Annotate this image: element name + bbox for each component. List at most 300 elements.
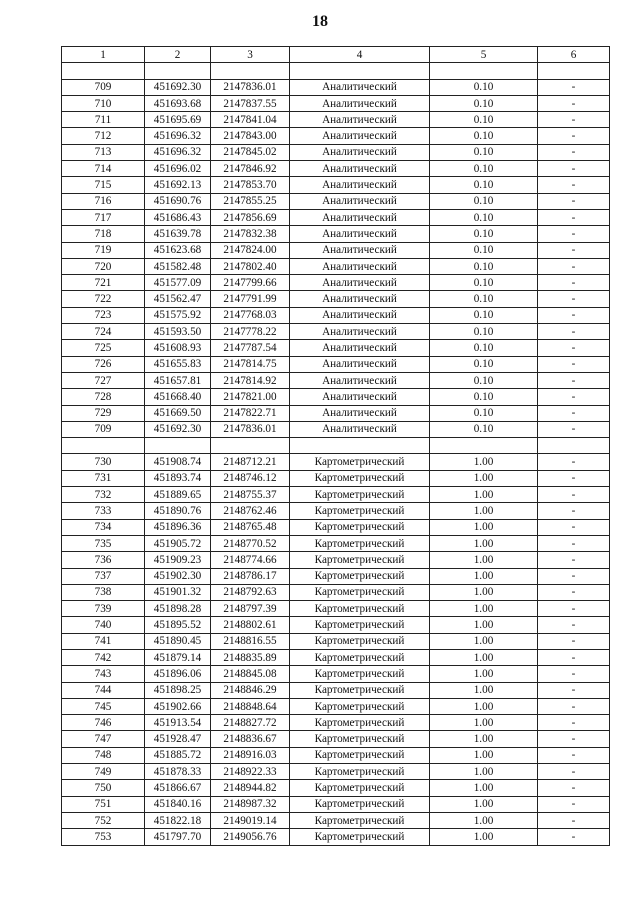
table-cell: 2148770.52: [211, 535, 290, 551]
table-cell: 2147814.92: [211, 372, 290, 388]
table-cell: 1.00: [430, 552, 538, 568]
table-cell: Аналитический: [290, 405, 430, 421]
table-cell: 2147832.38: [211, 226, 290, 242]
table-cell: 0.10: [430, 258, 538, 274]
table-row: [62, 291, 610, 307]
table-cell: 2147855.25: [211, 193, 290, 209]
table-cell: 2147802.40: [211, 258, 290, 274]
table-cell: Картометрический: [290, 535, 430, 551]
table-cell: 2148827.72: [211, 715, 290, 731]
table-cell: Аналитический: [290, 177, 430, 193]
table-cell: 732: [62, 487, 145, 503]
table-cell: -: [538, 747, 610, 763]
table-cell: 451898.25: [145, 682, 211, 698]
table-cell: -: [538, 601, 610, 617]
empty-cell: [211, 63, 290, 79]
table-cell: 721: [62, 275, 145, 291]
table-cell: Картометрический: [290, 584, 430, 600]
table-cell: 2147856.69: [211, 209, 290, 225]
table-cell: -: [538, 128, 610, 144]
table-cell: Аналитический: [290, 258, 430, 274]
table-cell: 451895.52: [145, 617, 211, 633]
table-cell: Картометрический: [290, 617, 430, 633]
table-cell: 726: [62, 356, 145, 372]
table-cell: 451696.32: [145, 144, 211, 160]
table-cell: 752: [62, 812, 145, 828]
table-cell: 451655.83: [145, 356, 211, 372]
empty-cell: [290, 63, 430, 79]
table-cell: 451582.48: [145, 258, 211, 274]
table-cell: 0.10: [430, 356, 538, 372]
table-row: [62, 389, 610, 405]
table-cell: 716: [62, 193, 145, 209]
table-cell: -: [538, 405, 610, 421]
table-row: [62, 470, 610, 486]
table-cell: 715: [62, 177, 145, 193]
table-cell: 451879.14: [145, 649, 211, 665]
table-cell: 2148836.67: [211, 731, 290, 747]
table-cell: 2149019.14: [211, 812, 290, 828]
table-row: [62, 193, 610, 209]
table-cell: 451898.28: [145, 601, 211, 617]
table-row: [62, 584, 610, 600]
table-cell: 451896.06: [145, 666, 211, 682]
table-cell: 728: [62, 389, 145, 405]
table-separator-row: [62, 438, 610, 454]
table-row: [62, 601, 610, 617]
table-cell: 1.00: [430, 470, 538, 486]
table-cell: Картометрический: [290, 682, 430, 698]
table-cell: Аналитический: [290, 242, 430, 258]
table-cell: 451928.47: [145, 731, 211, 747]
table-header-row: [62, 47, 610, 63]
table-cell: 2148922.33: [211, 764, 290, 780]
empty-cell: [62, 63, 145, 79]
table-cell: 1.00: [430, 633, 538, 649]
empty-cell: [145, 63, 211, 79]
table-cell: -: [538, 95, 610, 111]
empty-cell: [538, 438, 610, 454]
table-cell: 0.10: [430, 242, 538, 258]
table-cell: 712: [62, 128, 145, 144]
table-cell: 2148916.03: [211, 747, 290, 763]
table-cell: 2148765.48: [211, 519, 290, 535]
table-cell: -: [538, 454, 610, 470]
table-cell: 1.00: [430, 829, 538, 845]
table-row: [62, 666, 610, 682]
table-cell: Картометрический: [290, 764, 430, 780]
table-cell: 0.10: [430, 177, 538, 193]
table-cell: 451896.36: [145, 519, 211, 535]
table-row: [62, 731, 610, 747]
table-cell: 1.00: [430, 764, 538, 780]
table-cell: Аналитический: [290, 161, 430, 177]
table-cell: 749: [62, 764, 145, 780]
table-cell: -: [538, 324, 610, 340]
table-cell: -: [538, 535, 610, 551]
table-cell: Картометрический: [290, 698, 430, 714]
table-row: [62, 275, 610, 291]
table-cell: 1.00: [430, 780, 538, 796]
table-cell: 2148802.61: [211, 617, 290, 633]
table-cell: 451692.30: [145, 421, 211, 437]
table-cell: 2148848.64: [211, 698, 290, 714]
table-row: [62, 519, 610, 535]
table-cell: Картометрический: [290, 796, 430, 812]
table-cell: 451608.93: [145, 340, 211, 356]
table-cell: 451695.69: [145, 112, 211, 128]
table-cell: Аналитический: [290, 291, 430, 307]
table-row: [62, 340, 610, 356]
table-cell: 1.00: [430, 715, 538, 731]
table-cell: 2147843.00: [211, 128, 290, 144]
empty-cell: [430, 63, 538, 79]
table-row: [62, 487, 610, 503]
table-cell: 737: [62, 568, 145, 584]
table-cell: Аналитический: [290, 112, 430, 128]
table-row: [62, 128, 610, 144]
table-cell: -: [538, 487, 610, 503]
table-row: [62, 747, 610, 763]
table-cell: 1.00: [430, 601, 538, 617]
table-cell: 451669.50: [145, 405, 211, 421]
table-cell: -: [538, 177, 610, 193]
table-row: [62, 780, 610, 796]
table-cell: 730: [62, 454, 145, 470]
table-cell: 2148786.17: [211, 568, 290, 584]
table-cell: 748: [62, 747, 145, 763]
table-cell: 731: [62, 470, 145, 486]
table-cell: Картометрический: [290, 470, 430, 486]
table-row: [62, 95, 610, 111]
table-cell: Картометрический: [290, 519, 430, 535]
table-cell: -: [538, 503, 610, 519]
table-row: [62, 535, 610, 551]
table-separator-row: [62, 63, 610, 79]
table-cell: 451902.30: [145, 568, 211, 584]
table-cell: Аналитический: [290, 307, 430, 323]
table-cell: 709: [62, 79, 145, 95]
table-cell: 451657.81: [145, 372, 211, 388]
table-cell: 451840.16: [145, 796, 211, 812]
table-cell: 2147824.00: [211, 242, 290, 258]
table-cell: 0.10: [430, 372, 538, 388]
table-cell: 1.00: [430, 519, 538, 535]
empty-cell: [290, 438, 430, 454]
table-row: [62, 79, 610, 95]
table-cell: 740: [62, 617, 145, 633]
table-row: [62, 796, 610, 812]
table-cell: Картометрический: [290, 568, 430, 584]
table-cell: 725: [62, 340, 145, 356]
table-cell: -: [538, 682, 610, 698]
table-cell: 451908.74: [145, 454, 211, 470]
table-cell: 733: [62, 503, 145, 519]
table-row: [62, 209, 610, 225]
table-cell: 734: [62, 519, 145, 535]
table-cell: 736: [62, 552, 145, 568]
column-header: 1: [62, 47, 145, 63]
table-cell: 2148944.82: [211, 780, 290, 796]
table-cell: 2147822.71: [211, 405, 290, 421]
table-cell: 718: [62, 226, 145, 242]
table-cell: 1.00: [430, 666, 538, 682]
table-cell: 451562.47: [145, 291, 211, 307]
table-cell: 2148774.66: [211, 552, 290, 568]
table-row: [62, 421, 610, 437]
table-cell: 1.00: [430, 747, 538, 763]
table-row: [62, 764, 610, 780]
table-cell: 1.00: [430, 649, 538, 665]
table-row: [62, 161, 610, 177]
table-cell: 2148835.89: [211, 649, 290, 665]
table-cell: 2148746.12: [211, 470, 290, 486]
table-cell: 729: [62, 405, 145, 421]
table-cell: 2148845.08: [211, 666, 290, 682]
table-cell: Картометрический: [290, 715, 430, 731]
table-cell: 2147846.92: [211, 161, 290, 177]
column-header: 3: [211, 47, 290, 63]
table-cell: 0.10: [430, 144, 538, 160]
table-cell: Картометрический: [290, 780, 430, 796]
table-cell: 1.00: [430, 535, 538, 551]
table-cell: Картометрический: [290, 454, 430, 470]
table-cell: Картометрический: [290, 666, 430, 682]
table-cell: -: [538, 112, 610, 128]
table-cell: 0.10: [430, 340, 538, 356]
table-cell: 710: [62, 95, 145, 111]
table-cell: 451593.50: [145, 324, 211, 340]
column-header: 4: [290, 47, 430, 63]
table-cell: -: [538, 698, 610, 714]
table-cell: -: [538, 356, 610, 372]
table-cell: 451909.23: [145, 552, 211, 568]
table-cell: 451889.65: [145, 487, 211, 503]
table-cell: 0.10: [430, 128, 538, 144]
table-cell: -: [538, 209, 610, 225]
coordinates-table: [61, 46, 610, 846]
table-cell: Аналитический: [290, 226, 430, 242]
table-row: [62, 405, 610, 421]
table-cell: 451866.67: [145, 780, 211, 796]
table-row: [62, 503, 610, 519]
table-cell: 2147787.54: [211, 340, 290, 356]
table-cell: 451797.70: [145, 829, 211, 845]
table-cell: 0.10: [430, 324, 538, 340]
table-cell: 2147778.22: [211, 324, 290, 340]
table-cell: 2148846.29: [211, 682, 290, 698]
table-cell: 451878.33: [145, 764, 211, 780]
table-cell: 747: [62, 731, 145, 747]
table-cell: Аналитический: [290, 356, 430, 372]
empty-cell: [145, 438, 211, 454]
table-cell: -: [538, 519, 610, 535]
table-row: [62, 568, 610, 584]
table-cell: -: [538, 731, 610, 747]
table-row: [62, 177, 610, 193]
table-cell: 753: [62, 829, 145, 845]
table-cell: 2148987.32: [211, 796, 290, 812]
table-cell: -: [538, 193, 610, 209]
table-row: [62, 829, 610, 845]
table-cell: 2147821.00: [211, 389, 290, 405]
table-cell: 2147845.02: [211, 144, 290, 160]
table-row: [62, 356, 610, 372]
table-cell: Картометрический: [290, 829, 430, 845]
table-cell: -: [538, 421, 610, 437]
table-cell: -: [538, 226, 610, 242]
table-cell: -: [538, 389, 610, 405]
table-cell: 2147836.01: [211, 79, 290, 95]
table-cell: Аналитический: [290, 193, 430, 209]
table-cell: 451686.43: [145, 209, 211, 225]
table-cell: 0.10: [430, 389, 538, 405]
table-cell: 0.10: [430, 209, 538, 225]
page-number: 18: [312, 13, 328, 30]
table-row: [62, 812, 610, 828]
table-cell: 1.00: [430, 503, 538, 519]
table-cell: 2147841.04: [211, 112, 290, 128]
table-cell: -: [538, 552, 610, 568]
table-cell: 738: [62, 584, 145, 600]
table-cell: -: [538, 372, 610, 388]
table-cell: 741: [62, 633, 145, 649]
table-cell: Аналитический: [290, 324, 430, 340]
table-cell: 744: [62, 682, 145, 698]
table-cell: -: [538, 764, 610, 780]
table-cell: 451901.32: [145, 584, 211, 600]
table-cell: Аналитический: [290, 421, 430, 437]
table-row: [62, 112, 610, 128]
table-cell: 2147799.66: [211, 275, 290, 291]
table-row: [62, 715, 610, 731]
table-cell: Картометрический: [290, 812, 430, 828]
table-cell: Аналитический: [290, 144, 430, 160]
table-cell: -: [538, 633, 610, 649]
table-cell: Аналитический: [290, 340, 430, 356]
table-cell: 717: [62, 209, 145, 225]
empty-cell: [62, 438, 145, 454]
table-row: [62, 144, 610, 160]
table-cell: 0.10: [430, 193, 538, 209]
table-cell: -: [538, 666, 610, 682]
table-cell: 2147836.01: [211, 421, 290, 437]
table-cell: 742: [62, 649, 145, 665]
table-cell: 0.10: [430, 95, 538, 111]
table-cell: 714: [62, 161, 145, 177]
table-cell: 1.00: [430, 487, 538, 503]
table-cell: 451690.76: [145, 193, 211, 209]
table-cell: -: [538, 258, 610, 274]
table-cell: 451696.02: [145, 161, 211, 177]
table-cell: 723: [62, 307, 145, 323]
table-cell: 711: [62, 112, 145, 128]
table-cell: 451668.40: [145, 389, 211, 405]
table-cell: Аналитический: [290, 79, 430, 95]
table-cell: 745: [62, 698, 145, 714]
table-cell: Картометрический: [290, 503, 430, 519]
table-cell: Картометрический: [290, 649, 430, 665]
table-cell: Картометрический: [290, 487, 430, 503]
table-cell: -: [538, 649, 610, 665]
table-cell: 0.10: [430, 79, 538, 95]
table-cell: 451696.32: [145, 128, 211, 144]
table-cell: 451890.45: [145, 633, 211, 649]
table-cell: 2148797.39: [211, 601, 290, 617]
table-cell: -: [538, 829, 610, 845]
table-cell: 735: [62, 535, 145, 551]
table-body: [62, 63, 610, 845]
table-cell: 0.10: [430, 291, 538, 307]
table-row: [62, 552, 610, 568]
table-cell: Аналитический: [290, 95, 430, 111]
table-cell: 2148816.55: [211, 633, 290, 649]
table-cell: -: [538, 584, 610, 600]
table-cell: 0.10: [430, 112, 538, 128]
table-row: [62, 372, 610, 388]
table-cell: -: [538, 812, 610, 828]
table-cell: 451902.66: [145, 698, 211, 714]
table-cell: 1.00: [430, 796, 538, 812]
table-cell: 2148755.37: [211, 487, 290, 503]
table-cell: 1.00: [430, 617, 538, 633]
table-cell: 451639.78: [145, 226, 211, 242]
table-row: [62, 226, 610, 242]
table-cell: 2148712.21: [211, 454, 290, 470]
table-cell: 0.10: [430, 161, 538, 177]
table-cell: 0.10: [430, 421, 538, 437]
table-cell: 2147837.55: [211, 95, 290, 111]
column-header: 5: [430, 47, 538, 63]
table-cell: Картометрический: [290, 633, 430, 649]
table-cell: 1.00: [430, 682, 538, 698]
table-cell: 451890.76: [145, 503, 211, 519]
table-cell: 1.00: [430, 568, 538, 584]
table-row: [62, 682, 610, 698]
table-cell: 451822.18: [145, 812, 211, 828]
table-cell: 2147791.99: [211, 291, 290, 307]
table-cell: 451885.72: [145, 747, 211, 763]
table-cell: 709: [62, 421, 145, 437]
table-cell: 451577.09: [145, 275, 211, 291]
table-cell: -: [538, 144, 610, 160]
table-cell: 1.00: [430, 731, 538, 747]
table-cell: 451893.74: [145, 470, 211, 486]
table-cell: Картометрический: [290, 601, 430, 617]
table-row: [62, 617, 610, 633]
table-cell: 0.10: [430, 307, 538, 323]
table-cell: -: [538, 780, 610, 796]
column-header: 2: [145, 47, 211, 63]
table-cell: 1.00: [430, 698, 538, 714]
table-cell: 451913.54: [145, 715, 211, 731]
table-cell: 2149056.76: [211, 829, 290, 845]
table-cell: -: [538, 275, 610, 291]
table-row: [62, 324, 610, 340]
table-row: [62, 454, 610, 470]
table-cell: -: [538, 291, 610, 307]
table-cell: -: [538, 568, 610, 584]
table-cell: -: [538, 79, 610, 95]
table-cell: 727: [62, 372, 145, 388]
table-cell: 2147768.03: [211, 307, 290, 323]
table-cell: 2148792.63: [211, 584, 290, 600]
table-row: [62, 698, 610, 714]
table-cell: 1.00: [430, 454, 538, 470]
table-cell: Аналитический: [290, 128, 430, 144]
table-cell: 2147853.70: [211, 177, 290, 193]
table-cell: -: [538, 470, 610, 486]
